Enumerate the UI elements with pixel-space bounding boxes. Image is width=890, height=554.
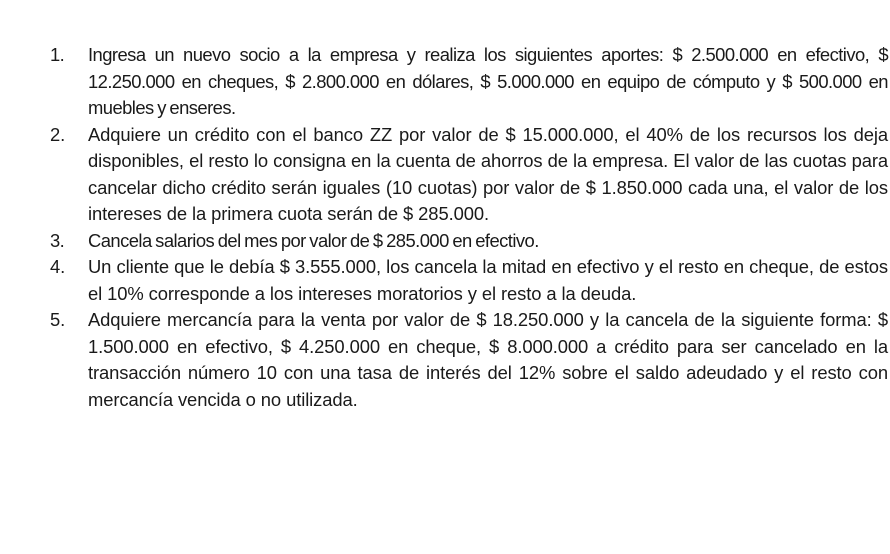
item-text: Cancela salarios del mes por valor de $ 285.000 en efectivo. <box>88 229 539 251</box>
list-item <box>50 122 888 228</box>
list-item <box>50 228 888 255</box>
item-number: 1. <box>50 44 65 65</box>
item-number: 5. <box>50 309 66 330</box>
list-item <box>50 254 888 307</box>
item-text: Ingresa un nuevo socio a la empresa y realiza los siguientes aportes: $ 2.500.000 en efectivo, $ 12.250.000 en cheques, $ 2.800.000 en dólares, $ 5.000.000 en equipo de cómputo y $ 500.000 en muebles y enseres. <box>88 44 888 118</box>
item-text: Adquiere mercancía para la venta por valor de $ 18.250.000 y la cancela de la siguiente forma: $ 1.500.000 en efectivo, $ 4.250.000 en cheque, $ 8.000.000 a crédito para ser cancelado en la transacción número 10 con una tasa de interés del 12% sobre el saldo adeudado y el resto con mercancía vencida o no utilizada. <box>88 309 888 410</box>
list-item <box>50 307 888 413</box>
item-number: 4. <box>50 256 66 277</box>
transaction-list <box>50 42 888 413</box>
item-text: Un cliente que le debía $ 3.555.000, los cancela la mitad en efectivo y el resto en cheque, de estos el 10% corresponde a los intereses moratorios y el resto a la deuda. <box>88 256 888 304</box>
item-number: 2. <box>50 123 66 145</box>
item-text: Adquiere un crédito con el banco ZZ por valor de $ 15.000.000, el 40% de los recursos los deja disponibles, el resto lo consigna en la cuenta de ahorros de la empresa. El valor de las cuotas para cancelar dicho crédito serán iguales (10 cuotas) por valor de $ 1.850.000 cada una, el valor de los intereses de la primera cuota serán de $ 285.000. <box>88 123 888 224</box>
item-number: 3. <box>50 229 65 251</box>
list-item <box>50 42 888 122</box>
